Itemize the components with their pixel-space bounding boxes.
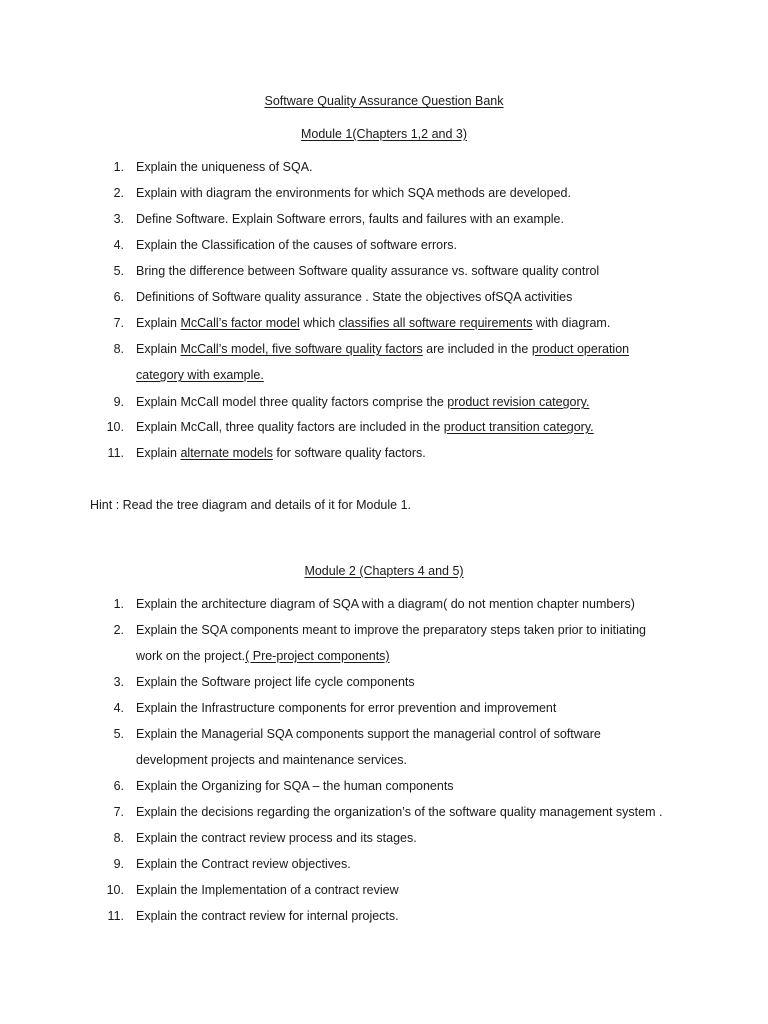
item-text: Explain the Classification of the causes of software errors. [136, 238, 457, 252]
item-text [136, 420, 594, 434]
item-number: 7. [113, 805, 124, 819]
item-text [136, 649, 390, 663]
underlined-text: classifies all software requirements [338, 316, 533, 330]
item-text: Explain the Implementation of a contract review [136, 883, 399, 897]
item-number: 9. [113, 857, 124, 871]
text-segment: are included in the [422, 342, 532, 356]
item-number: 1. [113, 160, 124, 174]
item-text: Explain the architecture diagram of SQA with a diagram( do not mention chapter numbers) [136, 597, 635, 611]
item-number: 11. [107, 446, 124, 460]
underlined-text: product revision category. [447, 395, 590, 409]
item-number: 7. [113, 316, 124, 330]
item-number: 8. [113, 831, 124, 845]
item-text: Explain the contract review process and its stages. [136, 831, 417, 845]
text-segment: Explain [136, 316, 181, 330]
item-text [136, 342, 629, 356]
module1-hint: Hint : Read the tree diagram and details of it for Module 1. [90, 498, 412, 512]
underlined-text: product transition category. [443, 420, 594, 434]
item-number: 2. [113, 186, 124, 200]
item-number: 5. [113, 727, 124, 741]
text-segment: Explain McCall model three quality factors comprise the [136, 395, 448, 409]
item-number: 10. [106, 883, 124, 897]
text-segment: Explain [136, 342, 181, 356]
item-number: 9. [113, 395, 124, 409]
underlined-text: McCall’s model, five software quality factors [180, 342, 423, 356]
item-number: 5. [113, 264, 124, 278]
item-text [136, 446, 426, 460]
item-number: 4. [113, 238, 124, 252]
item-text [136, 395, 589, 409]
item-number: 8. [113, 342, 124, 356]
underlined-text: McCall’s factor model [180, 316, 300, 330]
underlined-text: product operation [531, 342, 630, 356]
item-number: 3. [113, 675, 124, 689]
item-text: Explain the Software project life cycle components [136, 675, 415, 689]
item-number: 3. [113, 212, 124, 226]
document-title: Software Quality Assurance Question Bank [264, 94, 504, 108]
module2-heading: Module 2 (Chapters 4 and 5) [304, 564, 464, 578]
text-segment: Explain [136, 446, 181, 460]
item-text: Explain the Organizing for SQA – the human components [136, 779, 454, 793]
module1-heading: Module 1(Chapters 1,2 and 3) [300, 127, 468, 141]
item-text: Explain the Contract review objectives. [136, 857, 351, 871]
item-number: 2. [113, 623, 124, 637]
item-text: Explain with diagram the environments for which SQA methods are developed. [136, 186, 571, 200]
item-text: Explain the decisions regarding the organization’s of the software quality management system . [136, 805, 663, 819]
item-text: Explain the SQA components meant to improve the preparatory steps taken prior to initiating [136, 623, 646, 637]
text-segment: for software quality factors. [272, 446, 426, 460]
text-segment: which [299, 316, 339, 330]
item-text: Define Software. Explain Software errors, faults and failures with an example. [136, 212, 564, 226]
underlined-text: category with example. [136, 368, 264, 382]
text-segment: Explain McCall, three quality factors are included in the [136, 420, 444, 434]
item-text: Bring the difference between Software quality assurance vs. software quality control [136, 264, 600, 278]
item-number: 6. [113, 779, 124, 793]
item-number: 1. [113, 597, 124, 611]
underlined-text: ( Pre-project components) [245, 649, 390, 663]
item-text: Definitions of Software quality assurance . State the objectives ofSQA activities [136, 290, 573, 304]
item-number: 4. [113, 701, 124, 715]
item-text [136, 316, 610, 330]
text-segment: with diagram. [532, 316, 611, 330]
item-number: 6. [113, 290, 124, 304]
item-number: 11. [107, 909, 124, 923]
item-text: Explain the Infrastructure components for error prevention and improvement [136, 701, 557, 715]
item-text: development projects and maintenance services. [136, 753, 407, 767]
item-number: 10. [106, 420, 124, 434]
item-text: Explain the uniqueness of SQA. [136, 160, 313, 174]
underlined-text: alternate models [180, 446, 273, 460]
item-text: Explain the contract review for internal projects. [136, 909, 399, 923]
text-segment: work on the project. [136, 649, 246, 663]
item-text: Explain the Managerial SQA components support the managerial control of software [136, 727, 601, 741]
